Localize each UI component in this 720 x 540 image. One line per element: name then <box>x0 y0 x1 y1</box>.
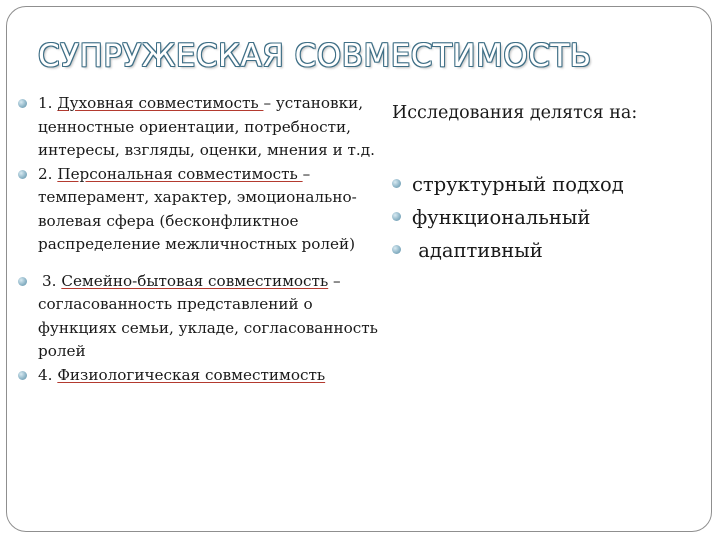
research-section <box>392 98 702 267</box>
item-dash: – <box>333 271 341 290</box>
item-term: Семейно-бытовая совместимость <box>61 271 329 290</box>
list-item-spiritual <box>18 92 378 163</box>
list-item-physiological <box>18 364 378 388</box>
approach-list <box>392 168 702 267</box>
circle-bullet-icon <box>18 277 27 286</box>
item-dash: – <box>302 164 311 183</box>
compatibility-types-list <box>18 92 378 387</box>
item-term: Физиологическая совместимость <box>57 365 326 384</box>
approach-label: функциональный <box>412 206 591 229</box>
item-number: 3. <box>42 271 57 290</box>
circle-bullet-icon <box>392 245 401 254</box>
item-description: установки, ценностные ориентации, потребности, интересы, взгляды, оценки, мнения и т.д. <box>38 94 375 159</box>
circle-bullet-icon <box>18 170 27 179</box>
item-number: 4. <box>38 365 53 384</box>
approach-functional <box>392 201 702 234</box>
item-description: темперамент, характер, эмоционально-волевая сфера (бесконфликтное распределение межличностных ролей) <box>38 188 357 253</box>
item-description: согласованность представлений о функциях семьи, укладе, согласованность ролей <box>38 295 378 360</box>
item-number: 2. <box>38 164 53 183</box>
approach-label: адаптивный <box>412 239 543 262</box>
item-term: Персональная совместимость <box>57 164 303 183</box>
approach-label: структурный подход <box>412 173 624 196</box>
approach-adaptive <box>392 234 702 267</box>
circle-bullet-icon <box>392 179 401 188</box>
circle-bullet-icon <box>18 371 27 380</box>
list-item-family-household <box>18 270 378 364</box>
circle-bullet-icon <box>392 212 401 221</box>
list-item-personal <box>18 163 378 257</box>
slide-title: СУПРУЖЕСКАЯ СОВМЕСТИМОСТЬ <box>38 38 592 74</box>
item-number: 1. <box>38 94 53 112</box>
item-term: Духовная совместимость <box>57 94 264 112</box>
item-dash: – <box>263 94 272 112</box>
circle-bullet-icon <box>18 99 27 108</box>
approach-structural <box>392 168 702 201</box>
research-heading: Исследования делятся на: <box>392 103 638 123</box>
